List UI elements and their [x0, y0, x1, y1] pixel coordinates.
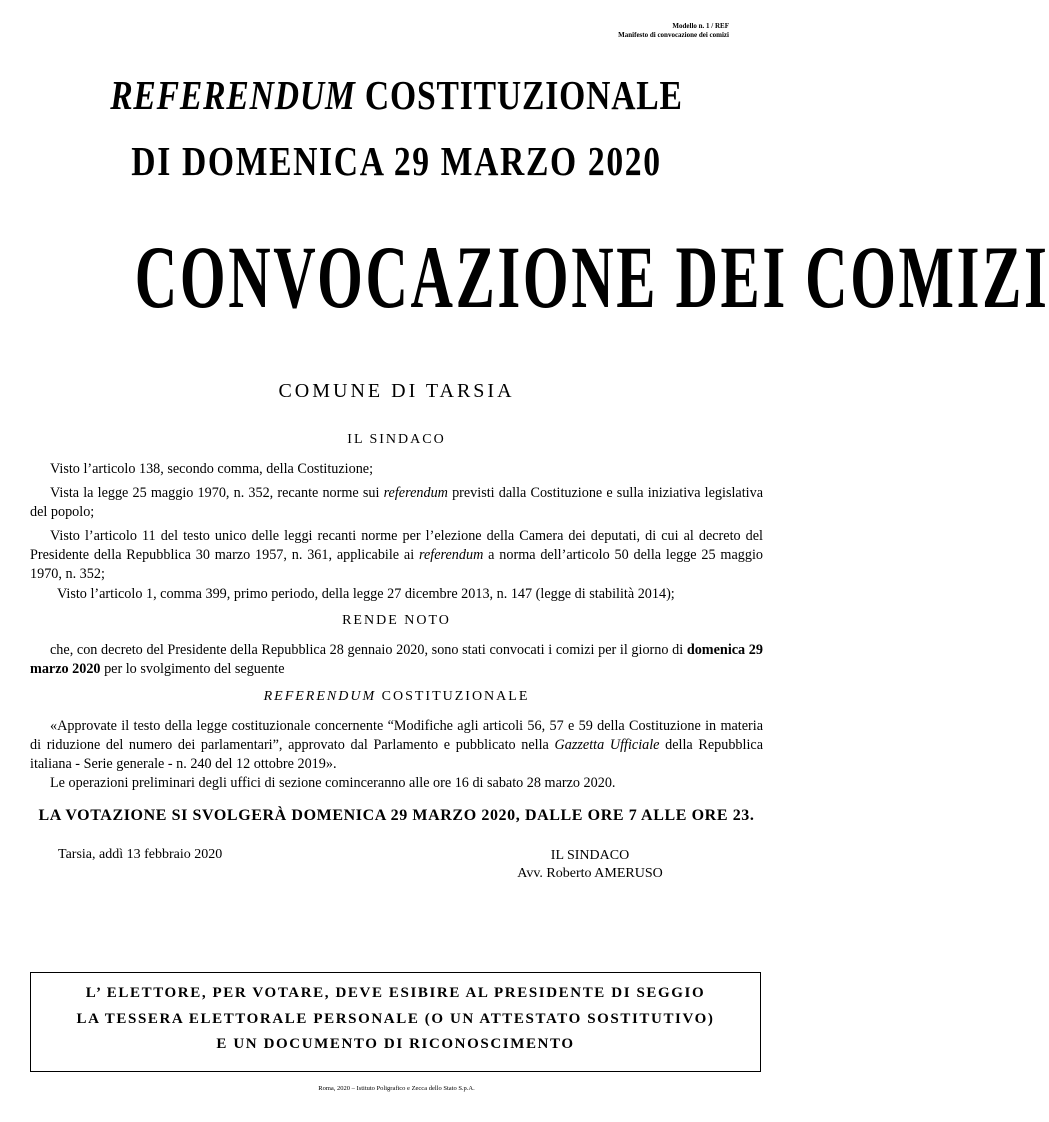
printer-footer: Roma, 2020 – Istituto Poligrafico e Zecca dello Stato S.p.A. [318, 1085, 475, 1092]
model-reference [618, 22, 729, 40]
mayor-signature [490, 847, 690, 883]
title-costituzionale: COSTITUZIONALE [364, 72, 683, 118]
title-line-2: DI DOMENICA 29 MARZO 2020 [131, 138, 662, 184]
premise-1: Visto l’articolo 138, secondo comma, della Costituzione; [50, 461, 374, 477]
model-number: Modello n. 1 / REF [672, 22, 729, 30]
mayor-name: Avv. Roberto AMERUSO [517, 866, 663, 881]
premise-3: Visto l’articolo 11 del testo unico delle leggi recanti norme per l’elezione della Camera dei deputati, di cui al decreto del Presidente della Repubblica 30 marzo 1957, n. 361, applicabile ai referendum a norma dell’articolo 50 della legge 25 maggio 1970, n. 352; [30, 528, 763, 582]
model-description: Manifesto di convocazione dei comizi [618, 31, 729, 39]
referendum-question: «Approvate il testo della legge costituzionale concernente “Modifiche agli articoli 56, 57 e 59 della Costituzione in materia di riduzione del numero dei parlamentari”, approvato dal Parlamento e pubblicato nella Gazzetta Ufficiale della Repubblica italiana - Serie generale - n. 240 del 12 ottobre 2019». [30, 718, 763, 772]
convocation-notice: che, con decreto del Presidente della Repubblica 28 gennaio 2020, sono stati convocati i comizi per il giorno di domenica 29 marzo 2020 per lo svolgimento del seguente [30, 642, 763, 677]
premise-2: Vista la legge 25 maggio 1970, n. 352, recante norme sui referendum previsti dalla Costituzione e sulla iniziativa legislativa del popolo; [30, 485, 763, 520]
title-referendum: REFERENDUM [110, 72, 356, 118]
preliminary-operations: Le operazioni preliminari degli uffici di sezione cominceranno alle ore 16 di sabato 28 marzo 2020. [50, 775, 616, 791]
referendum-heading: REFERENDUM COSTITUZIONALE [263, 689, 530, 704]
rende-noto-heading: RENDE NOTO [342, 613, 451, 628]
voter-notice-line-1: L’ ELETTORE, PER VOTARE, DEVE ESIBIRE AL PRESIDENTE DI SEGGIO [85, 985, 706, 1001]
mayor-role: IL SINDACO [550, 848, 630, 863]
voter-notice-line-3: E UN DOCUMENTO DI RICONOSCIMENTO [216, 1036, 575, 1052]
place-date: Tarsia, addì 13 febbraio 2020 [58, 847, 223, 862]
voting-schedule: LA VOTAZIONE SI SVOLGERÀ DOMENICA 29 MARZO 2020, DALLE ORE 7 ALLE ORE 23. [38, 807, 755, 824]
premise-4: Visto l’articolo 1, comma 399, primo periodo, della legge 27 dicembre 2013, n. 147 (legge di stabilità 2014); [57, 586, 675, 602]
municipality-name: COMUNE DI TARSIA [278, 380, 515, 402]
mayor-heading: IL SINDACO [347, 432, 446, 447]
voter-notice-box [30, 972, 761, 1072]
title-line-1 [71, 72, 721, 118]
voter-notice-line-2: LA TESSERA ELETTORALE PERSONALE (O UN ATTESTATO SOSTITUTIVO) [76, 1011, 715, 1027]
main-title: CONVOCAZIONE DEI COMIZI [134, 229, 1049, 327]
